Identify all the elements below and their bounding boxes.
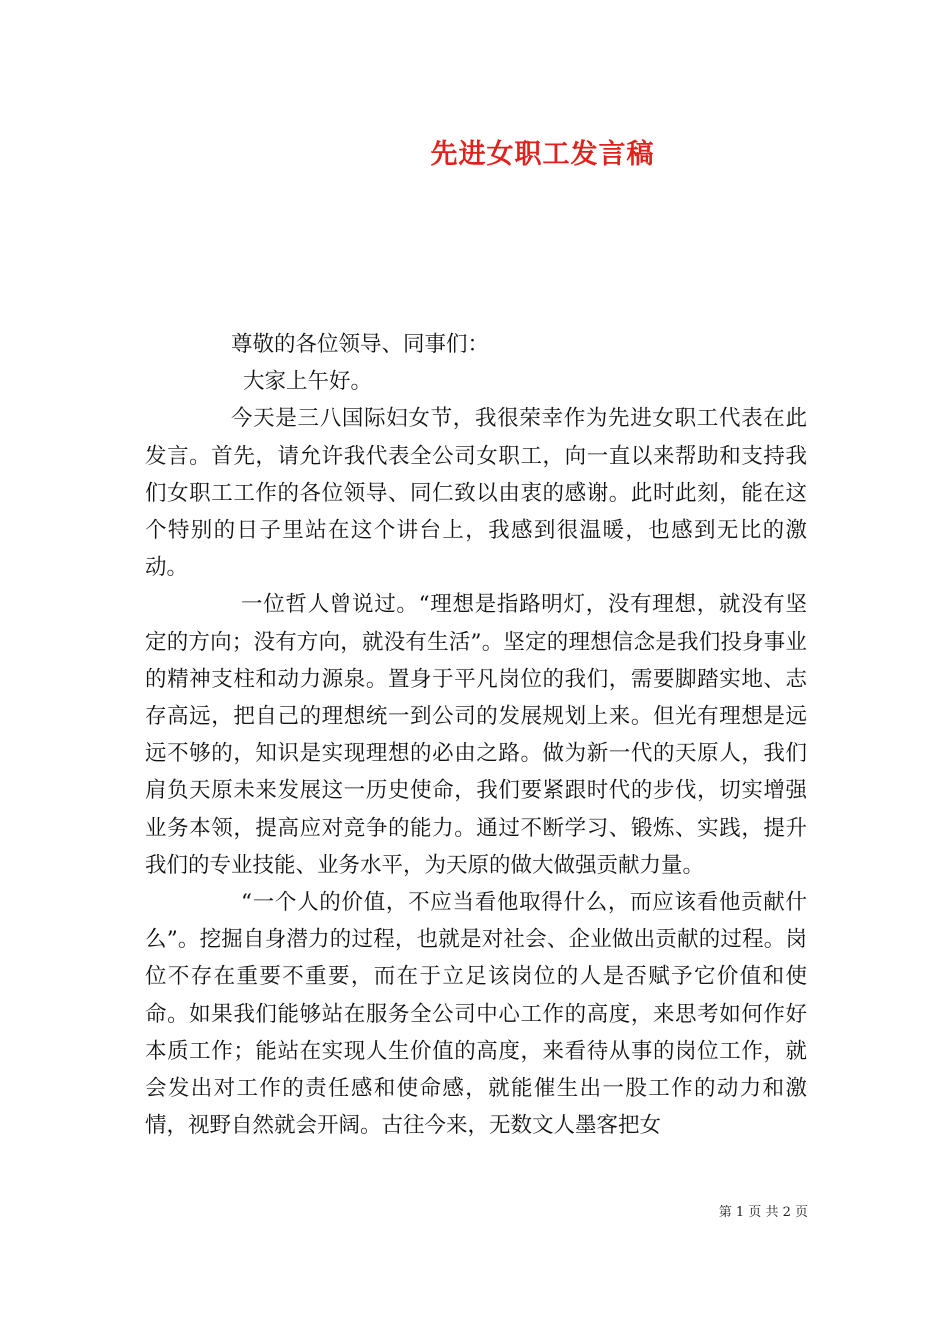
paragraph-2: 一位哲人曾说过。“理想是指路明灯，没有理想，就没有坚定的方向；没有方向，就没有生活”。坚定的理想信念是我们投身事业的精神支柱和动力源泉。置身于平凡岗位的我们，需要脚踏实地、志存高远，把自己的理想统一到公司的发展规划上来。但光有理想是远远不够的，知识是实现理想的必由之路。做为新一代的天原人，我们肩负天原未来发展这一历史使命，我们要紧跟时代的步伐，切实增强业务本领，提高应对竞争的能力。通过不断学习、锻炼、实践，提升我们的专业技能、业务水平，为天原的做大做强贡献力量。	[145, 592, 807, 878]
document-title: 先进女职工发言稿	[430, 139, 655, 170]
salutation: 尊敬的各位领导、同事们：	[231, 332, 490, 357]
paragraph-3: “一个人的价值，不应当看他取得什么，而应该看他贡献什么”。挖掘自身潜力的过程，也就是对社会、企业做出贡献的过程。岗位不存在重要不重要，而在于立足该岗位的人是否赋予它价值和使命。如果我们能够站在服务全公司中心工作的高度，来思考如何作好本质工作；能站在实现人生价值的高度，来看待从事的岗位工作，就会发出对工作的责任感和使命感，就能催生出一股工作的动力和激情，视野自然就会开阔。古往今来，无数文人墨客把女	[145, 890, 807, 1139]
page-number: 第 1 页 共 2 页	[718, 1205, 808, 1220]
document-body	[145, 326, 807, 1144]
paragraph-1: 今天是三八国际妇女节，我很荣幸作为先进女职工代表在此发言。首先，请允许我代表全公司女职工，向一直以来帮助和支持我们女职工工作的各位领导、同仁致以由衷的感谢。此时此刻，能在这个特别的日子里站在这个讲台上，我感到很温暖，也感到无比的激动。	[145, 406, 807, 581]
greeting: 大家上午好。	[243, 369, 373, 395]
